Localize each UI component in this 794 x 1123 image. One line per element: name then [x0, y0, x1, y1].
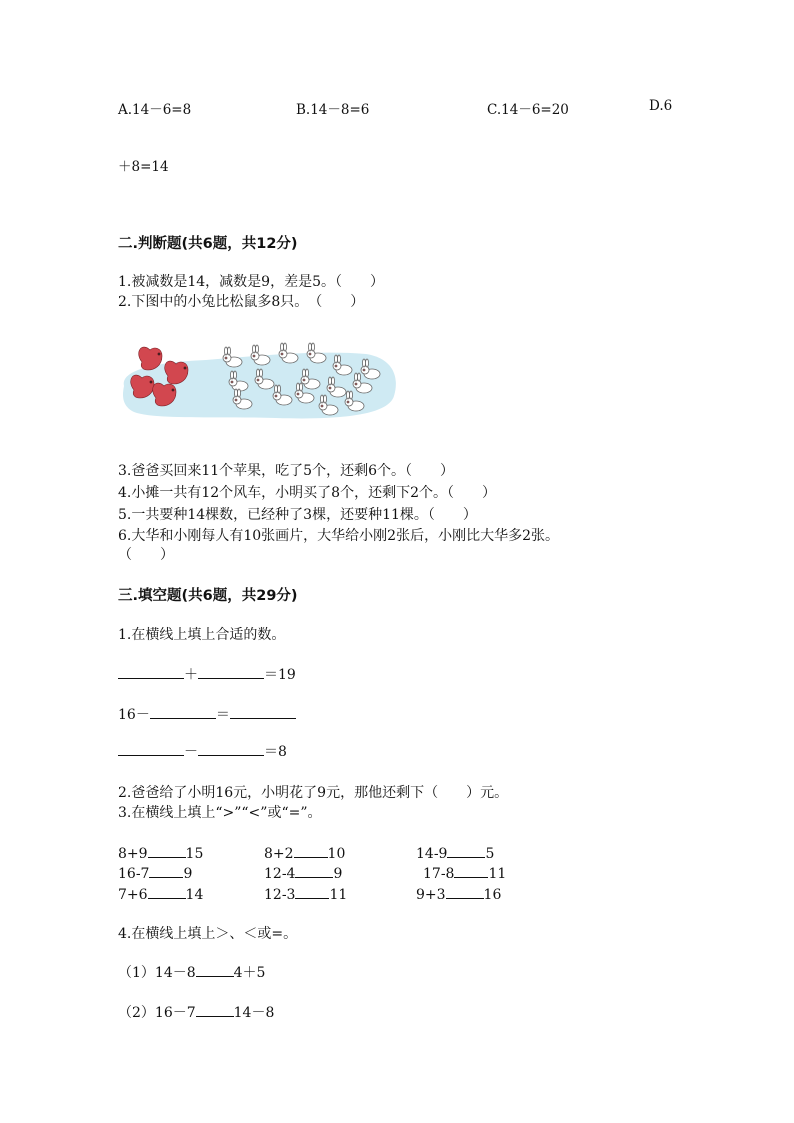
judge-question-6-paren: （ ）	[118, 547, 174, 563]
fill-question-1: 1.在横线上填上合适的数。	[118, 627, 286, 643]
answer-blank[interactable]	[150, 704, 216, 719]
operator: ＋	[184, 667, 198, 683]
compare-item: 8+9 15	[118, 843, 203, 862]
answer-blank[interactable]	[295, 863, 333, 878]
section-2-title: 二.判断题(共6题，共12分)	[118, 236, 298, 252]
answer-blank[interactable]	[118, 741, 184, 756]
equation-row-1	[118, 664, 296, 684]
compare-item: 12-3 11	[264, 884, 347, 903]
judge-question-1: 1.被减数是14，减数是9，差是5。（ ）	[118, 274, 384, 290]
fill-question-3: 3.在横线上填上“>”“<”或“=”。	[118, 805, 322, 821]
compare-item: 14-9 5	[416, 843, 494, 862]
judge-question-5: 5.一共要种14棵数，已经种了3棵，还要种11棵。（ ）	[118, 507, 477, 523]
answer-blank[interactable]	[148, 843, 186, 858]
answer-blank[interactable]	[294, 843, 328, 858]
answer-blank[interactable]	[196, 962, 234, 977]
equation-row-3	[118, 741, 287, 761]
judge-question-4: 4.小摊一共有12个风车，小明买了8个，还剩下2个。（ ）	[118, 485, 496, 501]
fill-question-2: 2.爸爸给了小明16元，小明花了9元，那他还剩下（ ）元。	[118, 785, 509, 801]
judge-question-6: 6.大华和小刚每人有10张画片，大华给小刚2张后，小刚比大华多2张。	[118, 528, 559, 544]
operator: ＝	[215, 707, 230, 723]
answer-blank[interactable]	[198, 664, 264, 679]
compare-item: 9+3 16	[416, 884, 501, 903]
compare-item: 17-8 11	[423, 863, 506, 882]
compare-subquestion-1: （1）14－8 4＋5	[118, 962, 265, 982]
answer-blank[interactable]	[446, 884, 484, 899]
option-d: D.6	[649, 98, 673, 114]
compare-item: 12-4 9	[264, 863, 342, 882]
compare-item: 8+2 10	[264, 843, 345, 862]
answer-blank[interactable]	[230, 704, 296, 719]
option-b: B.14－8=6	[296, 102, 370, 118]
answer-blank[interactable]	[295, 884, 329, 899]
equation-row-2	[118, 704, 296, 724]
compare-item: 7+6 14	[118, 884, 203, 903]
option-c: C.14－6=20	[487, 102, 569, 118]
answer-blank[interactable]	[118, 664, 184, 679]
answer-blank[interactable]	[196, 1002, 234, 1017]
answer-blank[interactable]	[454, 863, 488, 878]
compare-item: 16-7 9	[118, 863, 192, 882]
answer-blank[interactable]	[198, 741, 264, 756]
equation-left: 16－	[118, 707, 150, 723]
judge-question-2: 2.下图中的小兔比松鼠多8只。 （ ）	[118, 294, 365, 310]
answer-blank[interactable]	[149, 863, 183, 878]
equation-result: ＝19	[264, 667, 296, 683]
equation-result: ＝8	[264, 744, 287, 760]
answer-blank[interactable]	[447, 843, 485, 858]
squirrels-rabbits-illustration	[116, 336, 398, 422]
option-d-continued: ＋8=14	[118, 159, 169, 175]
compare-subquestion-2: （2）16－7 14－8	[118, 1002, 274, 1022]
operator: －	[184, 744, 198, 760]
option-a: A.14－6=8	[118, 102, 192, 118]
section-3-title: 三.填空题(共6题，共29分)	[118, 588, 298, 604]
judge-question-3: 3.爸爸买回来11个苹果，吃了5个，还剩6个。（ ）	[118, 463, 454, 479]
answer-blank[interactable]	[148, 884, 186, 899]
fill-question-4: 4.在横线上填上＞、＜或=。	[118, 926, 298, 942]
